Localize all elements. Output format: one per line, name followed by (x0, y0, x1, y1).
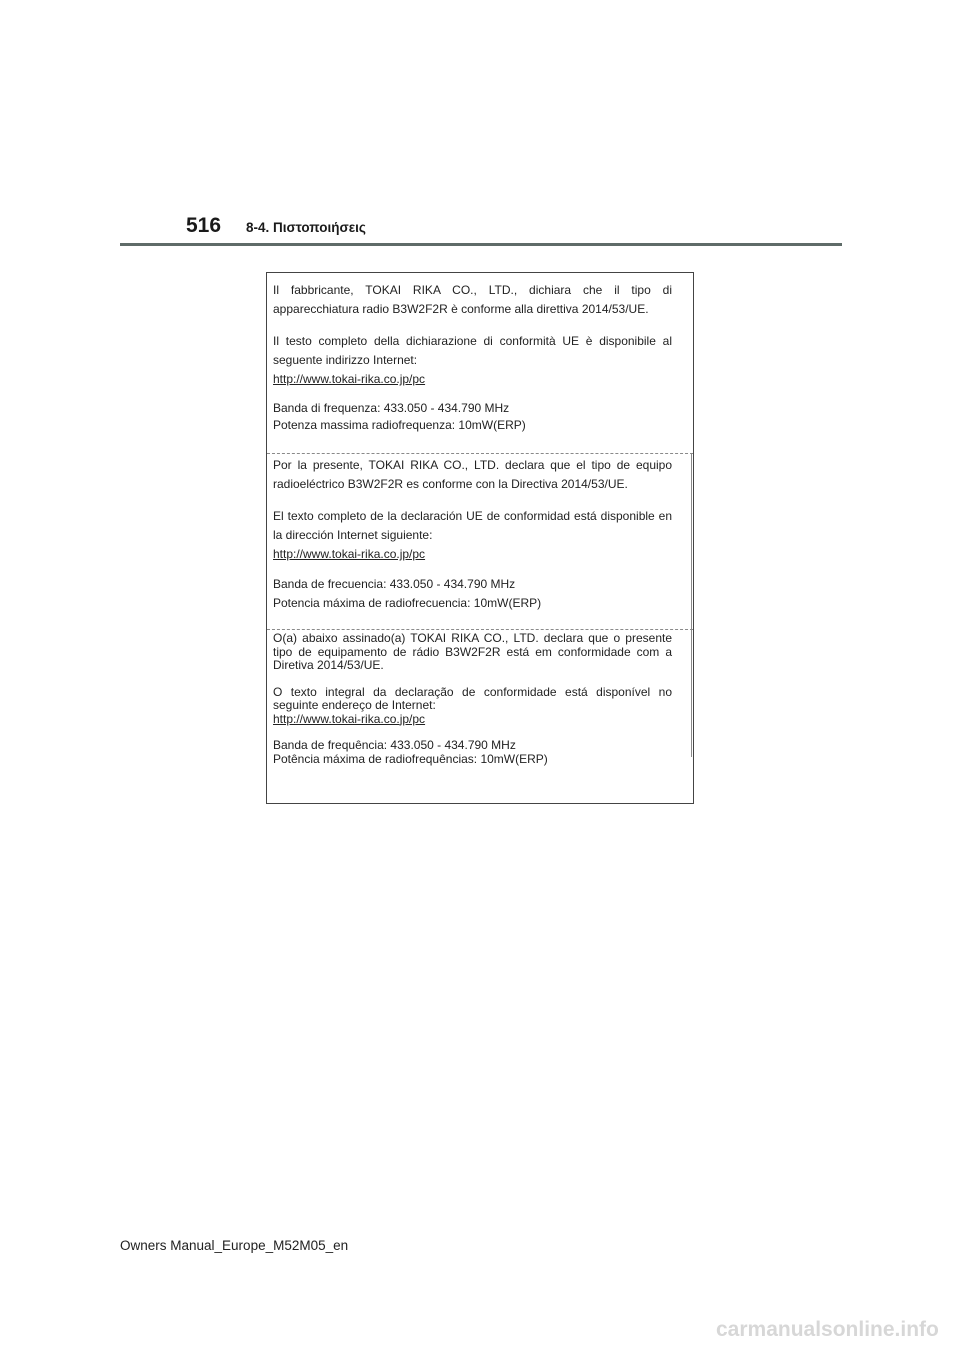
spanish-max-power: Potencia máxima de radiofrecuencia: 10mW(ERP) (273, 596, 542, 610)
italian-max-power: Potenza massima radiofrequenza: 10mW(ERP) (273, 418, 526, 432)
spanish-statement: Por la presente, TOKAI RIKA CO., LTD. declara que el tipo de equipo radioeléctrico B3W2F2R es conforme con la Directiva 2014/53/UE. (273, 458, 672, 491)
portuguese-link[interactable]: http://www.tokai-rika.co.jp/pc (273, 711, 426, 726)
footer-manual-id: Owners Manual_Europe_M52M05_en (120, 1238, 349, 1253)
spanish-availability: El texto completo de la declaración UE de conformidad está disponible en la dirección Internet siguiente: (273, 509, 672, 542)
italian-declaration (267, 273, 693, 440)
portuguese-max-power: Potência máxima de radiofrequências: 10mW(ERP) (273, 751, 548, 766)
spanish-link[interactable]: http://www.tokai-rika.co.jp/pc (273, 547, 426, 561)
italian-frequency-band: Banda di frequenza: 433.050 - 434.790 MHz (273, 401, 510, 415)
header-rule (120, 243, 842, 246)
section-title: 8-4. Πιστοποιήσεις (246, 220, 366, 235)
portuguese-frequency-band: Banda de frequência: 433.050 - 434.790 MHz (273, 738, 516, 752)
portuguese-availability: O texto integral da declaração de conformidade está disponível no seguinte endereço de Internet: (273, 684, 672, 712)
spanish-declaration (267, 453, 693, 627)
italian-availability: Il testo completo della dichiarazione di conformità UE è disponibile al seguente indirizzo Internet: (273, 334, 672, 367)
italian-statement: Il fabbricante, TOKAI RIKA CO., LTD., dichiara che il tipo di apparecchiatura radio B3W2F2R è conforme alla direttiva 2014/53/UE. (273, 283, 672, 316)
spanish-frequency-band: Banda de frecuencia: 433.050 - 434.790 MHz (273, 577, 516, 591)
watermark: carmanualsonline.info (716, 1318, 939, 1341)
portuguese-declaration (267, 630, 693, 803)
italian-link[interactable]: http://www.tokai-rika.co.jp/pc (273, 372, 426, 386)
page-number: 516 (186, 214, 222, 237)
declaration-box (266, 272, 694, 804)
portuguese-statement: O(a) abaixo assinado(a) TOKAI RIKA CO., LTD. declara que o presente tipo de equipamento de rádio B3W2F2R está em conformidade com a Diretiva 2014/53/UE. (273, 631, 672, 672)
